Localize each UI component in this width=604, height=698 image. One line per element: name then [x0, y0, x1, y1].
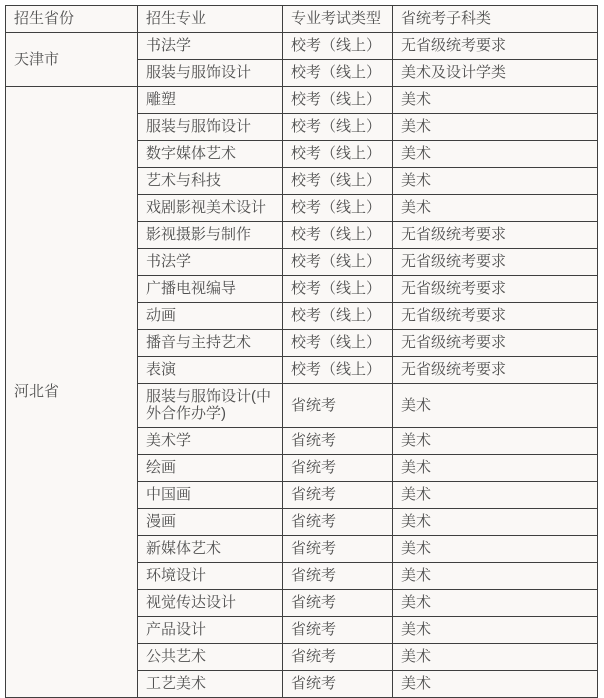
major-cell: 播音与主持艺术 — [138, 330, 283, 357]
province-cell: 天津市 — [6, 33, 138, 87]
major-cell: 漫画 — [138, 509, 283, 536]
exam-type-cell: 省统考 — [283, 536, 393, 563]
subcategory-cell: 美术 — [393, 168, 598, 195]
exam-type-cell: 省统考 — [283, 384, 393, 428]
exam-type-cell: 省统考 — [283, 455, 393, 482]
exam-type-cell: 省统考 — [283, 482, 393, 509]
subcategory-cell: 无省级统考要求 — [393, 222, 598, 249]
subcategory-cell: 无省级统考要求 — [393, 276, 598, 303]
exam-type-cell: 省统考 — [283, 644, 393, 671]
major-cell: 广播电视编导 — [138, 276, 283, 303]
exam-type-cell: 省统考 — [283, 617, 393, 644]
subcategory-cell: 无省级统考要求 — [393, 33, 598, 60]
major-cell: 公共艺术 — [138, 644, 283, 671]
major-cell: 新媒体艺术 — [138, 536, 283, 563]
subcategory-cell: 无省级统考要求 — [393, 303, 598, 330]
table-row — [6, 33, 598, 60]
major-cell: 绘画 — [138, 455, 283, 482]
subcategory-cell: 美术 — [393, 590, 598, 617]
exam-type-cell: 省统考 — [283, 509, 393, 536]
major-cell: 雕塑 — [138, 87, 283, 114]
header-major: 招生专业 — [138, 6, 283, 33]
major-cell: 环境设计 — [138, 563, 283, 590]
subcategory-cell: 美术 — [393, 141, 598, 168]
major-cell: 戏剧影视美术设计 — [138, 195, 283, 222]
exam-type-cell: 校考（线上） — [283, 141, 393, 168]
major-cell: 工艺美术 — [138, 671, 283, 698]
page — [0, 5, 604, 692]
exam-type-cell: 校考（线上） — [283, 87, 393, 114]
table-row — [6, 87, 598, 114]
subcategory-cell: 美术 — [393, 384, 598, 428]
subcategory-cell: 美术 — [393, 428, 598, 455]
major-cell: 服装与服饰设计(中外合作办学) — [138, 384, 283, 428]
exam-type-cell: 校考（线上） — [283, 195, 393, 222]
province-cell: 河北省 — [6, 87, 138, 698]
major-cell: 表演 — [138, 357, 283, 384]
subcategory-cell: 美术 — [393, 195, 598, 222]
major-cell: 影视摄影与制作 — [138, 222, 283, 249]
subcategory-cell: 美术 — [393, 671, 598, 698]
table-header — [6, 6, 598, 33]
major-cell: 服装与服饰设计 — [138, 114, 283, 141]
header-subcategory: 省统考子科类 — [393, 6, 598, 33]
subcategory-cell: 无省级统考要求 — [393, 357, 598, 384]
major-cell: 书法学 — [138, 249, 283, 276]
table-body — [6, 33, 598, 698]
major-cell: 艺术与科技 — [138, 168, 283, 195]
subcategory-cell: 美术 — [393, 455, 598, 482]
major-cell: 服装与服饰设计 — [138, 60, 283, 87]
header-row — [6, 6, 598, 33]
subcategory-cell: 无省级统考要求 — [393, 249, 598, 276]
exam-type-cell: 校考（线上） — [283, 330, 393, 357]
enrollment-table — [5, 5, 598, 698]
major-cell: 美术学 — [138, 428, 283, 455]
exam-type-cell: 校考（线上） — [283, 357, 393, 384]
subcategory-cell: 美术及设计学类 — [393, 60, 598, 87]
exam-type-cell: 校考（线上） — [283, 60, 393, 87]
exam-type-cell: 校考（线上） — [283, 249, 393, 276]
exam-type-cell: 省统考 — [283, 428, 393, 455]
major-cell: 中国画 — [138, 482, 283, 509]
subcategory-cell: 美术 — [393, 563, 598, 590]
exam-type-cell: 校考（线上） — [283, 33, 393, 60]
subcategory-cell: 美术 — [393, 536, 598, 563]
exam-type-cell: 校考（线上） — [283, 114, 393, 141]
subcategory-cell: 美术 — [393, 644, 598, 671]
exam-type-cell: 校考（线上） — [283, 168, 393, 195]
subcategory-cell: 美术 — [393, 617, 598, 644]
exam-type-cell: 校考（线上） — [283, 303, 393, 330]
exam-type-cell: 省统考 — [283, 563, 393, 590]
major-cell: 动画 — [138, 303, 283, 330]
exam-type-cell: 校考（线上） — [283, 222, 393, 249]
subcategory-cell: 美术 — [393, 114, 598, 141]
major-cell: 数字媒体艺术 — [138, 141, 283, 168]
major-cell: 产品设计 — [138, 617, 283, 644]
subcategory-cell: 美术 — [393, 482, 598, 509]
major-cell: 视觉传达设计 — [138, 590, 283, 617]
exam-type-cell: 省统考 — [283, 590, 393, 617]
exam-type-cell: 省统考 — [283, 671, 393, 698]
subcategory-cell: 美术 — [393, 87, 598, 114]
subcategory-cell: 无省级统考要求 — [393, 330, 598, 357]
exam-type-cell: 校考（线上） — [283, 276, 393, 303]
header-exam-type: 专业考试类型 — [283, 6, 393, 33]
header-province: 招生省份 — [6, 6, 138, 33]
major-cell: 书法学 — [138, 33, 283, 60]
subcategory-cell: 美术 — [393, 509, 598, 536]
